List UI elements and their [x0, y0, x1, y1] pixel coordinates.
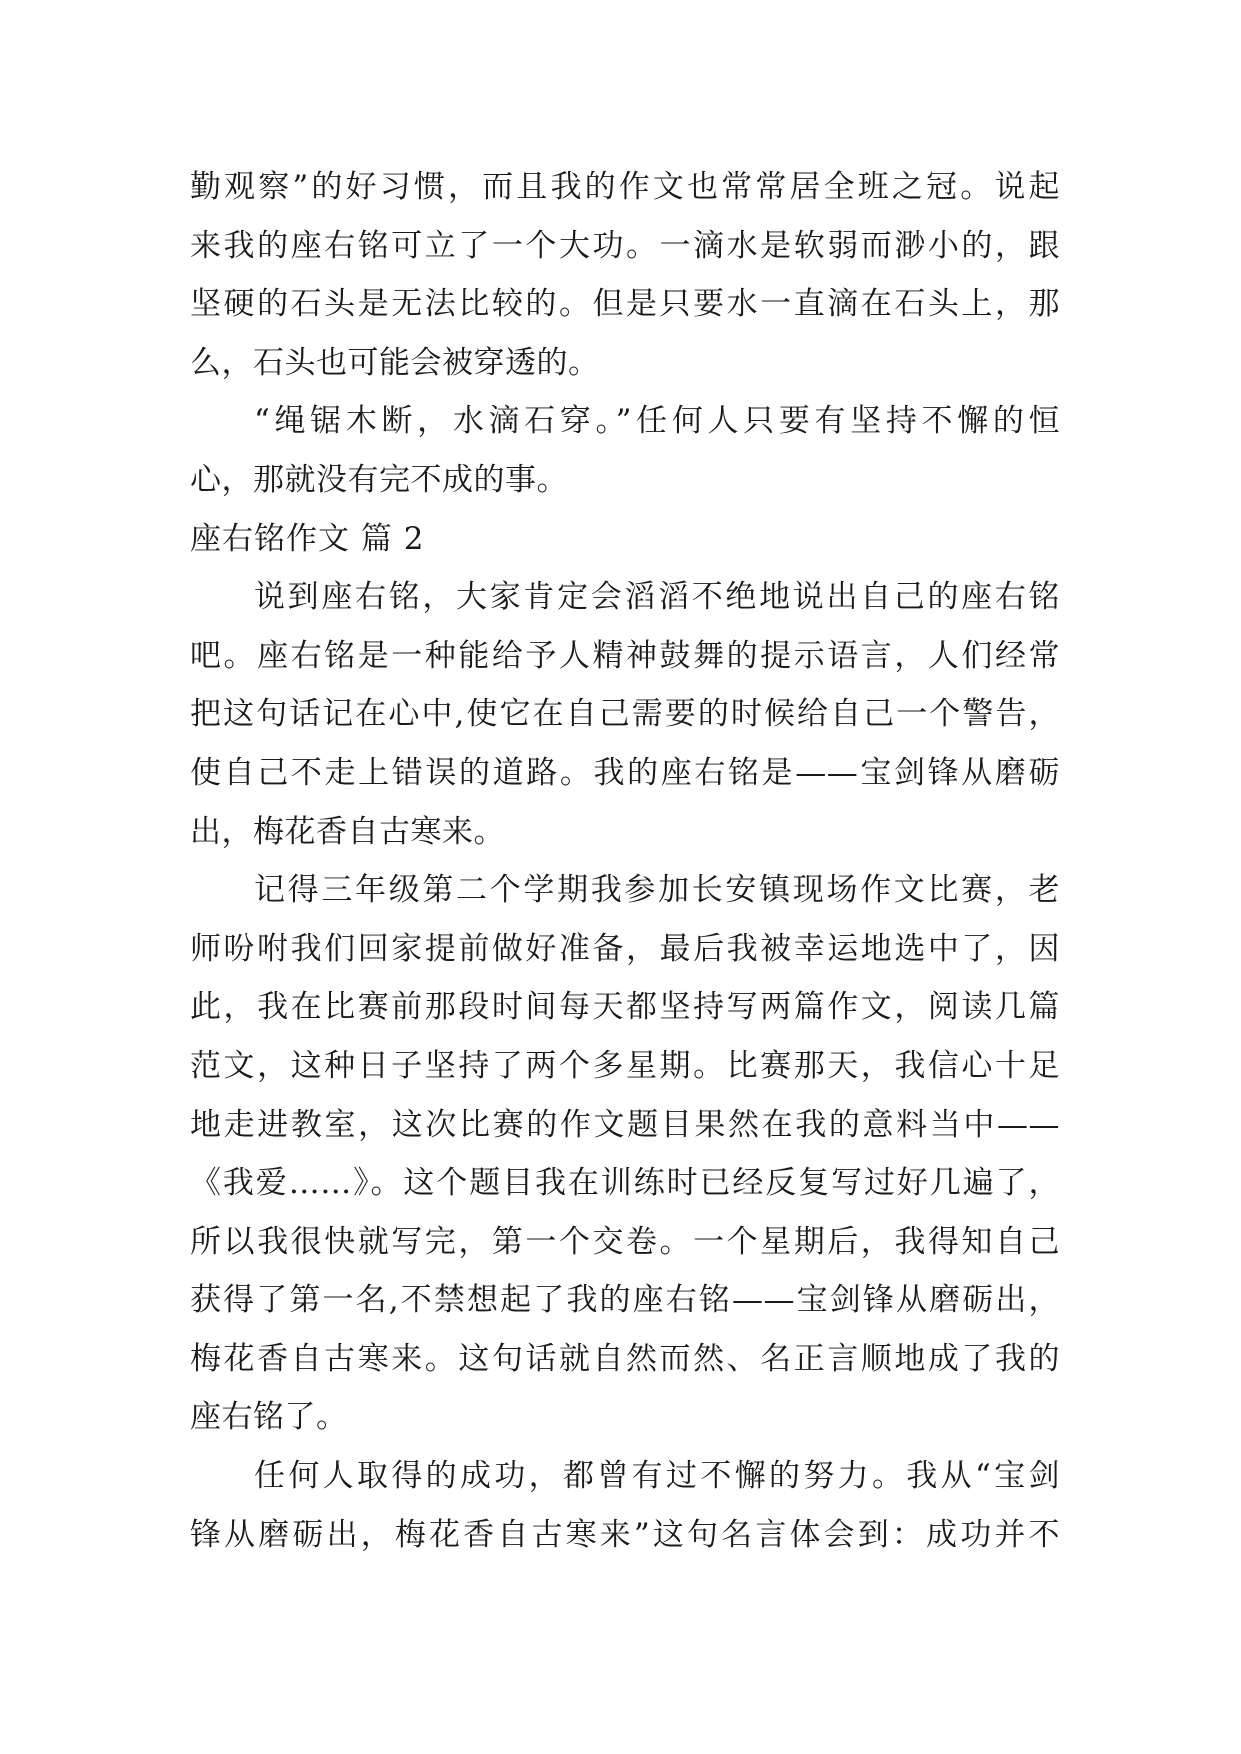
text-line: 《我爱……》。这个题目我在训练时已经反复写过好几遍了，: [190, 1165, 1060, 1202]
text-line: 范文，这种日子坚持了两个多星期。比赛那天，我信心十足: [190, 1047, 1060, 1084]
text-line: 说到座右铭，大家肯定会滔滔不绝地说出自己的座右铭: [254, 579, 1060, 616]
text-line: 师吩咐我们回家提前做好准备，最后我被幸运地选中了，因: [190, 930, 1060, 967]
text-line: 使自己不走上错误的道路。我的座右铭是——宝剑锋从磨砺: [190, 754, 1060, 791]
text-line: 所以我很快就写完，第一个交卷。一个星期后，我得知自己: [190, 1223, 1060, 1260]
text-line: 地走进教室，这次比赛的作文题目果然在我的意料当中——: [190, 1106, 1060, 1143]
text-line: 梅花香自古寒来。这句话就自然而然、名正言顺地成了我的: [190, 1340, 1060, 1377]
text-line: 坚硬的石头是无法比较的。但是只要水一直滴在石头上，那: [190, 286, 1060, 323]
text-line: 勤观察”的好习惯，而且我的作文也常常居全班之冠。说起: [190, 169, 1060, 205]
text-line: 心，那就没有完不成的事。: [190, 461, 568, 498]
text-line: 锋从磨砺出，梅花香自古寒来”这句名言体会到：成功并不: [190, 1516, 1060, 1553]
text-line: 座右铭了。: [190, 1399, 348, 1436]
text-line: 把这句话记在心中,使它在自己需要的时候给自己一个警告，: [190, 696, 1060, 733]
text-line: 来我的座右铭可立了一个大功。一滴水是软弱而渺小的，跟: [190, 227, 1060, 264]
text-line: 出，梅花香自古寒来。: [190, 813, 505, 850]
text-line: 记得三年级第二个学期我参加长安镇现场作文比赛，老: [254, 872, 1060, 909]
document-body: [190, 158, 1060, 1564]
text-line: 么，石头也可能会被穿透的。: [190, 344, 600, 381]
text-line: 吧。座右铭是一种能给予人精神鼓舞的提示语言，人们经常: [190, 637, 1060, 674]
text-line: “绳锯木断，水滴石穿。”任何人只要有坚持不懈的恒: [254, 403, 1060, 440]
text-line: 此，我在比赛前那段时间每天都坚持写两篇作文，阅读几篇: [190, 989, 1060, 1026]
text-line: 获得了第一名,不禁想起了我的座右铭——宝剑锋从磨砺出，: [190, 1282, 1060, 1319]
section-heading: 座右铭作文 篇 2: [190, 520, 425, 557]
text-line: 任何人取得的成功，都曾有过不懈的努力。我从“宝剑: [254, 1458, 1060, 1495]
